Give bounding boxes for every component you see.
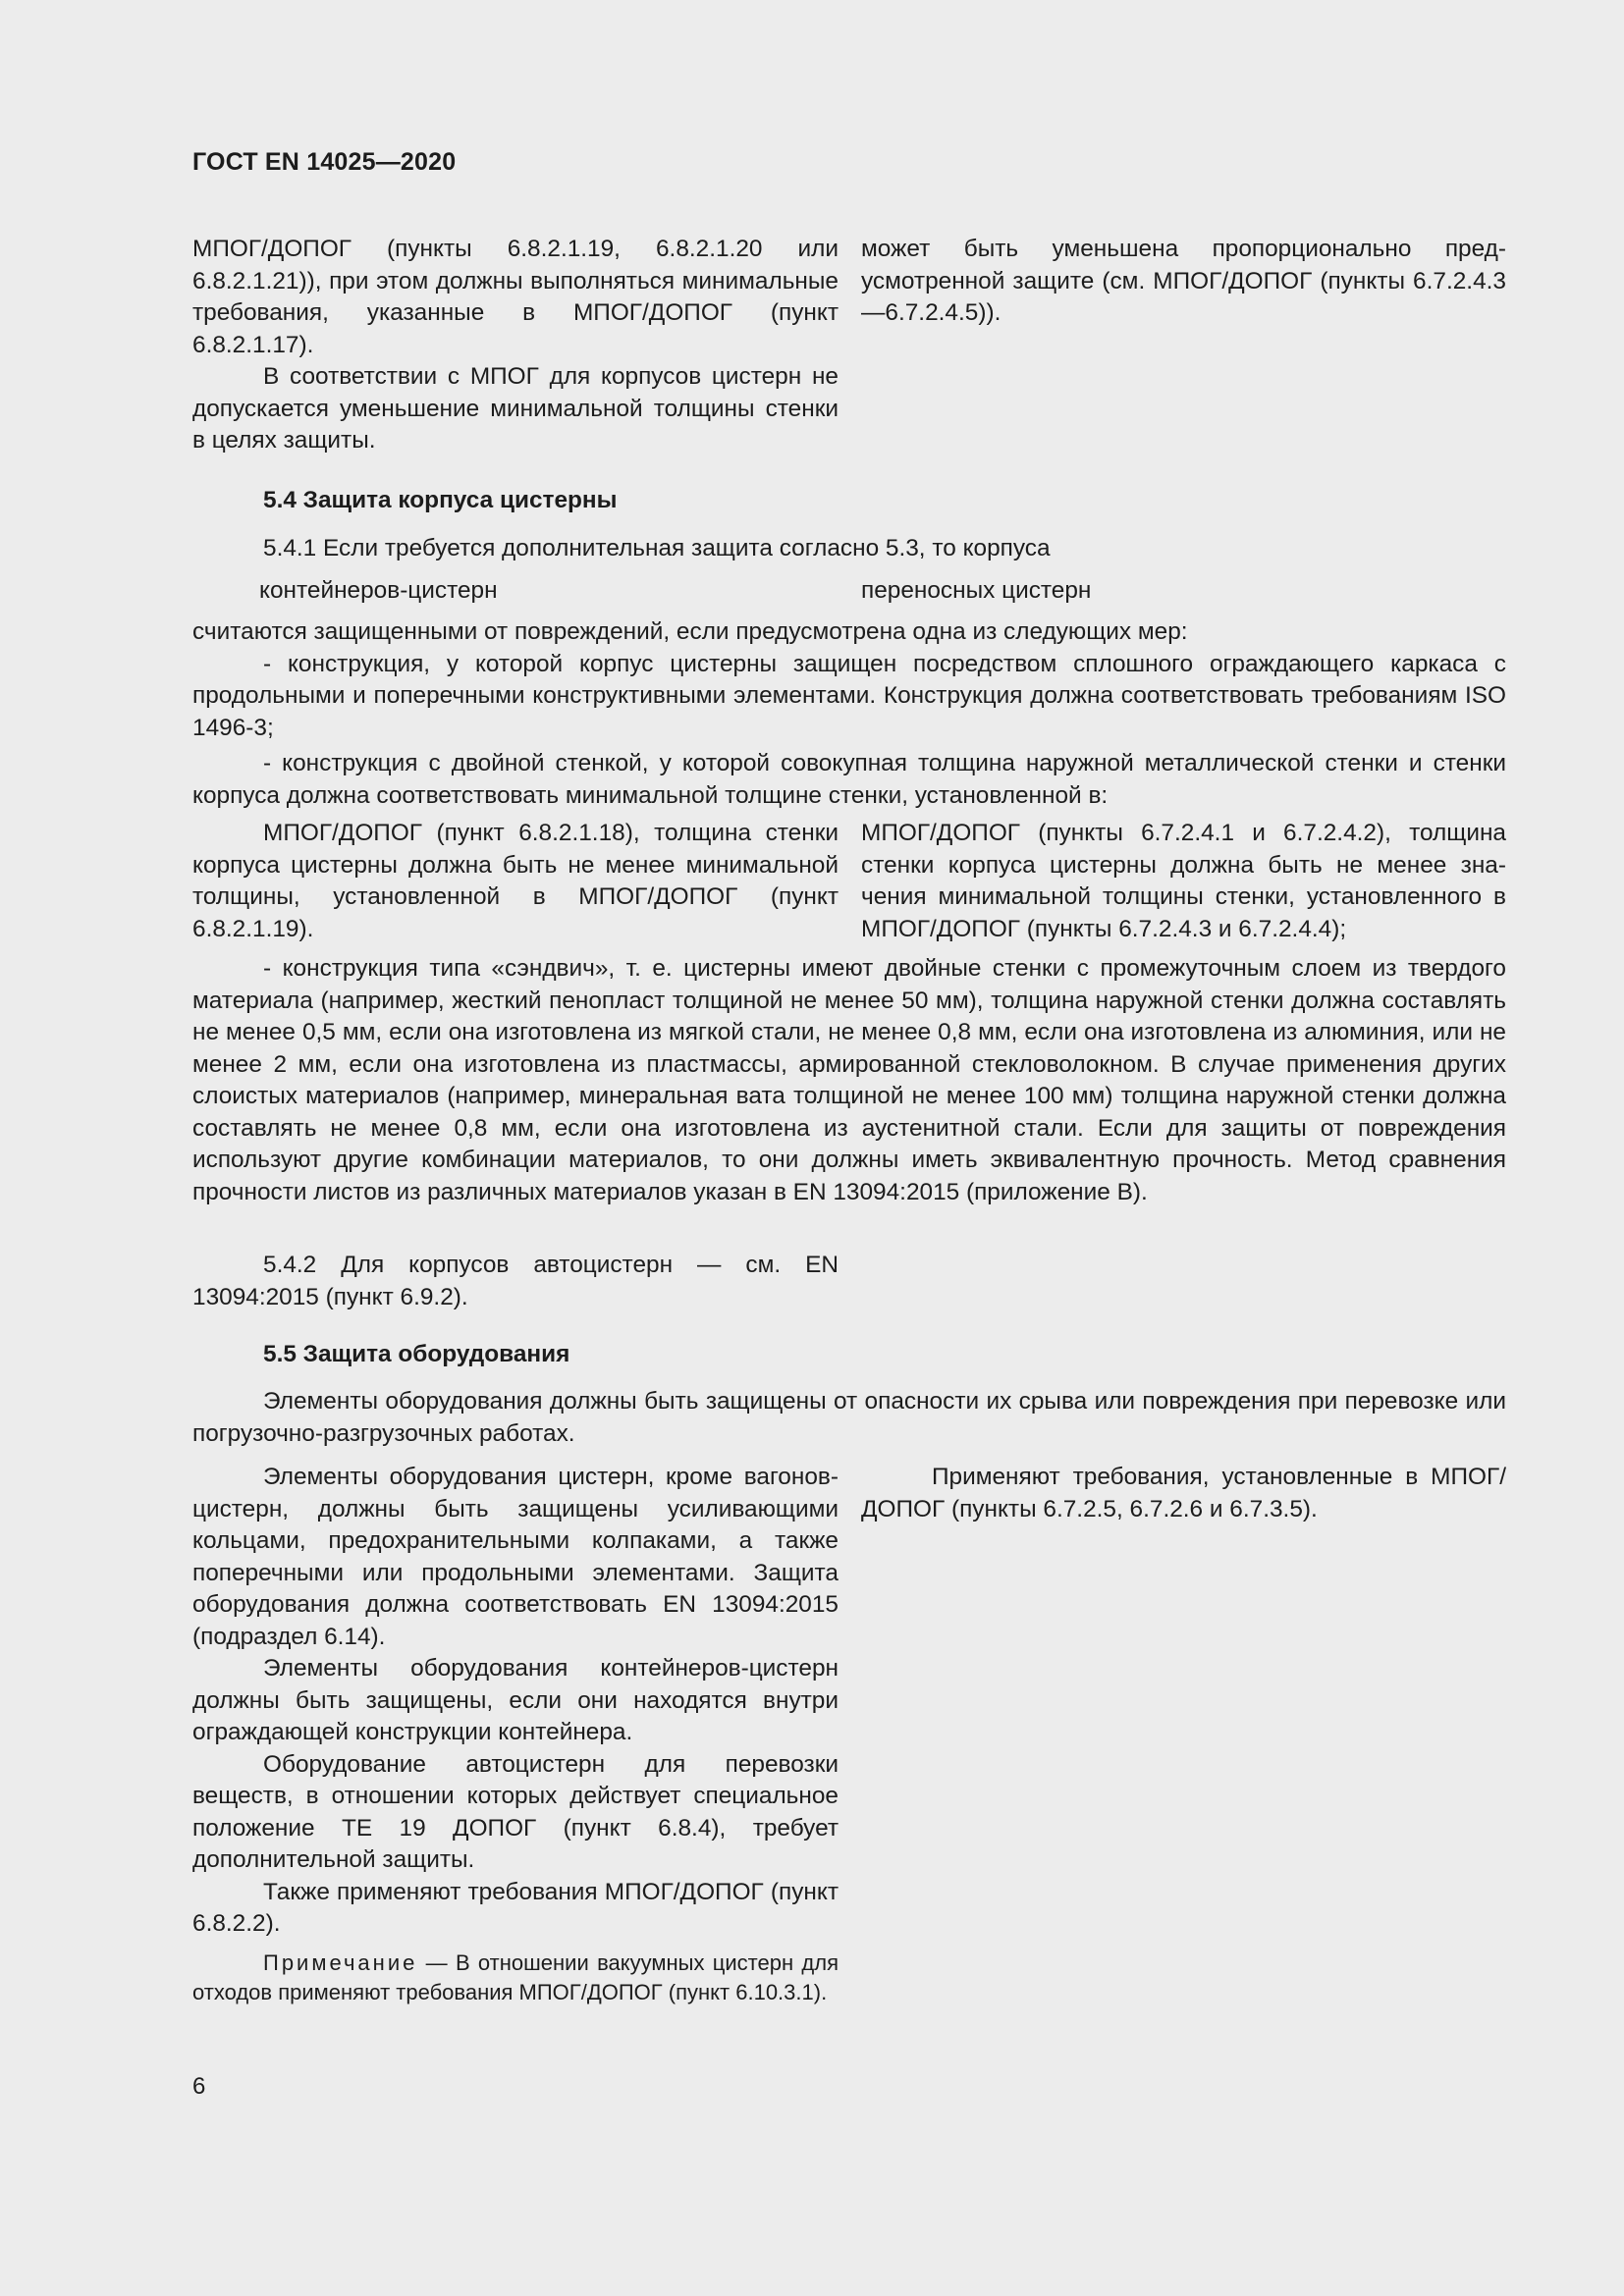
- left-paragraph-3: Оборудование автоцистерн для перевозки веществ, в отношении которых действует специальное положение ТЕ 19 ДОПОГ (пункт 6.8.4), требует дополнительной защиты.: [192, 1750, 839, 1873]
- left-paragraph-2: Элементы оборудования контейнеров-цистерн должны быть защищены, если они находятся внутри ограждающей конструкции контейнера.: [192, 1655, 839, 1745]
- clause-5-4-2: 5.4.2 Для корпусов автоцистерн — см. EN 13094:2015 (пункт 6.9.2).: [192, 1252, 839, 1310]
- bullet-3-block: [192, 953, 1506, 1208]
- bullet-2-left-text: МПОГ/ДОПОГ (пункт 6.8.2.1.18), толщина стенки корпуса цистерны должна быть не менее минимальной толщины, установленной в МПОГ/ДОПОГ (пункт 6.8.2.1.19).: [192, 820, 839, 942]
- bullet-3: - конструкция типа «сэндвич», т. е. цистерны имеют двойные стенки с промежуточным слоем из твердого материала (например, жесткий пенопласт толщиной не менее 50 мм), толщина наружной стенки должна составлять не менее 0,5 мм, если она изготовлена из мягкой стали, не менее 0,8 мм, если она изготовлена из алюминия, или не менее 2 мм, если она изготовлена из пластмассы, армированной стекловолокном. В случае применения других слоистых материалов (например, минеральная вата толщиной не менее 100 мм) толщина наружной стенки должна составлять не менее 0,8 мм, если она изготовлена из аустенитной стали. Если для защиты от повреждения используют другие комбинации материалов, то они должны иметь эквивалентную прочность. Метод сравнения прочности листов из различных материалов указан в EN 13094:2015 (приложение B).: [192, 955, 1506, 1205]
- section-5-4-body: [192, 616, 1506, 812]
- column-caption-left-text: контейнеров-цистерн: [259, 577, 498, 604]
- section-5-5-heading-block: [192, 1339, 1506, 1371]
- left-paragraph-1: Элементы оборудования цистерн, кроме вагонов-цистерн, должны быть защищены усиливающими кольцами, предохранительными колпаками, а также поперечными или продольными элементами. Защита оборудования должна соответствовать EN 13094:2015 (подраздел 6.14).: [192, 1464, 839, 1650]
- top-right-column: [861, 234, 1506, 330]
- section-5-5-left-column: [192, 1462, 839, 2007]
- section-5-4-heading-block: [192, 485, 1506, 517]
- bullet-2-left-column: [192, 818, 839, 945]
- note-text: — В отношении вакуумных цистерн для отходов применяют требования МПОГ/ДОПОГ (пункт 6.10.3.1).: [192, 1949, 839, 2004]
- column-caption-right: [861, 575, 1091, 608]
- section-5-5-intro: Элементы оборудования должны быть защищены от опасности их срыва или повреждения при перевозке или погрузочно-разгрузочных работах.: [192, 1388, 1506, 1447]
- column-caption-right-text: переносных цистерн: [861, 577, 1092, 604]
- top-left-paragraph-1: МПОГ/ДОПОГ (пункты 6.8.2.1.19, 6.8.2.1.20 или 6.8.2.1.21)), при этом должны выполняться минимальные требования, указанные в МПОГ/ДОПОГ (пункт 6.8.2.1.17).: [192, 236, 839, 358]
- left-paragraph-4: Также применяют требования МПОГ/ДОПОГ (пункт 6.8.2.2).: [192, 1878, 839, 1937]
- top-left-paragraph-2: В соответствии с МПОГ для корпусов цистерн не допускается уменьшение минимальной толщины стенки в целях защиты.: [192, 363, 839, 454]
- bullet-2-right-text: МПОГ/ДОПОГ (пункты 6.7.2.4.1 и 6.7.2.4.2), толщина стенки корпуса цистерны должна быть не менее значения минимальной толщины стенки, установленного в МПОГ/ДОПОГ (пункты 6.7.2.4.3 и 6.7.2.4.4);: [861, 820, 1506, 942]
- bullet-1: - конструкция, у которой корпус цистерны защищен посредством сплошного ограждающего каркаса с продольными и поперечными конструктивными элементами. Конструкция должна соответствовать требованиям ISO 1496-3;: [192, 650, 1506, 741]
- column-caption-left: [259, 575, 498, 608]
- top-right-paragraph-1: может быть уменьшена пропорционально предусмотренной защите (см. МПОГ/ДОПОГ (пункты 6.7.2.4.3—6.7.2.4.5)).: [861, 236, 1506, 326]
- note-label: Примечание: [263, 1949, 418, 1975]
- document-header: ГОСТ EN 14025—2020: [192, 148, 457, 176]
- clause-5-4-2-block: [192, 1250, 839, 1313]
- continuation-paragraph: считаются защищенными от повреждений, если предусмотрена одна из следующих мер:: [192, 618, 1188, 645]
- clause-5-4-1: 5.4.1 Если требуется дополнительная защита согласно 5.3, то корпуса: [263, 535, 1051, 561]
- section-5-5-intro-block: [192, 1386, 1506, 1450]
- bullet-2: - конструкция с двойной стенкой, у которой совокупная толщина наружной металлической стенки и стенки корпуса должна соответствовать минимальной толщине стенки, установленной в:: [192, 750, 1506, 809]
- bullet-2-right-column: [861, 818, 1506, 945]
- section-heading: 5.5 Защита оборудования: [263, 1341, 570, 1367]
- clause-5-4-1-block: [192, 533, 1506, 565]
- section-5-5-right-column: [861, 1462, 1506, 1525]
- right-paragraph-1: Применяют требования, установленные в МПОГ/ДОПОГ (пункты 6.7.2.5, 6.7.2.6 и 6.7.3.5).: [861, 1464, 1506, 1522]
- top-left-column: [192, 234, 839, 457]
- page-number: 6: [192, 2073, 206, 2100]
- section-heading: 5.4 Защита корпуса цистерны: [263, 487, 618, 513]
- note: [192, 1949, 839, 2007]
